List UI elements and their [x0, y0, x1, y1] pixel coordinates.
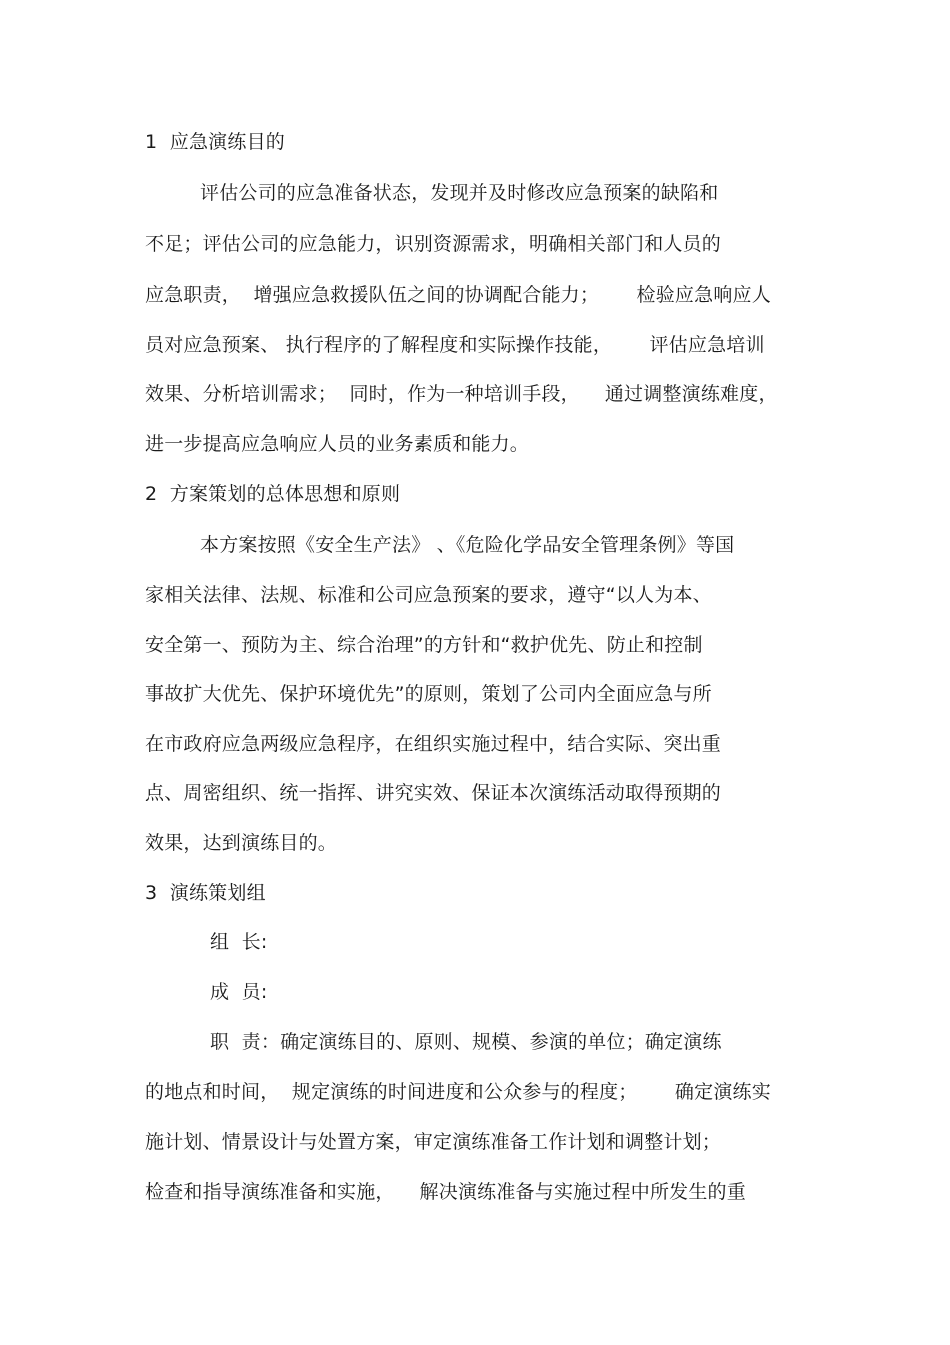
duties-line: 职 责：确定演练目的、原则、规模、参演的单位；确定演练 [210, 1031, 722, 1053]
paragraph-line: 家相关法律、法规、标准和公司应急预案的要求，遵守“以人为本、 [145, 584, 712, 606]
team-members-label: 成 员: [210, 981, 268, 1003]
paragraph-line: 施计划、情景设计与处置方案，审定演练准备工作计划和调整计划； [145, 1131, 722, 1153]
paragraph-line: 事故扩大优先、保护环境优先”的原则，策划了公司内全面应急与所 [145, 683, 712, 705]
paragraph-line: 应急职责， 增强应急救援队伍之间的协调配合能力； 检验应急响应人 [145, 284, 771, 306]
paragraph-line: 员对应急预案、 执行程序的了解程度和实际操作技能， 评估应急培训 [145, 334, 765, 356]
paragraph-line: 检查和指导演练准备和实施， 解决演练准备与实施过程中所发生的重 [145, 1181, 746, 1203]
heading-section-2: 2 方案策划的总体思想和原则 [145, 483, 401, 505]
paragraph-line: 不足；评估公司的应急能力，识别资源需求，明确相关部门和人员的 [145, 233, 722, 255]
team-leader-label: 组 长: [210, 931, 268, 953]
paragraph-line: 进一步提高应急响应人员的业务素质和能力。 [145, 433, 530, 455]
paragraph-line: 的地点和时间， 规定演练的时间进度和公众参与的程度； 确定演练实 [145, 1081, 771, 1103]
paragraph-line: 效果，达到演练目的。 [145, 832, 338, 854]
heading-section-1: 1 应急演练目的 [145, 131, 285, 153]
paragraph-line: 点、周密组织、统一指挥、讲究实效、保证本次演练活动取得预期的 [145, 782, 722, 804]
paragraph-line: 在市政府应急两级应急程序，在组织实施过程中，结合实际、突出重 [145, 733, 722, 755]
paragraph-line: 本方案按照《安全生产法》 、《危险化学品安全管理条例》等国 [200, 534, 735, 556]
paragraph-line: 效果、分析培训需求； 同时，作为一种培训手段， 通过调整演练难度， [145, 383, 778, 405]
paragraph-line: 安全第一、预防为主、综合治理”的方针和“救护优先、防止和控制 [145, 634, 703, 656]
heading-section-3: 3 演练策划组 [145, 882, 266, 904]
paragraph-line: 评估公司的应急准备状态，发现并及时修改应急预案的缺陷和 [200, 182, 719, 204]
